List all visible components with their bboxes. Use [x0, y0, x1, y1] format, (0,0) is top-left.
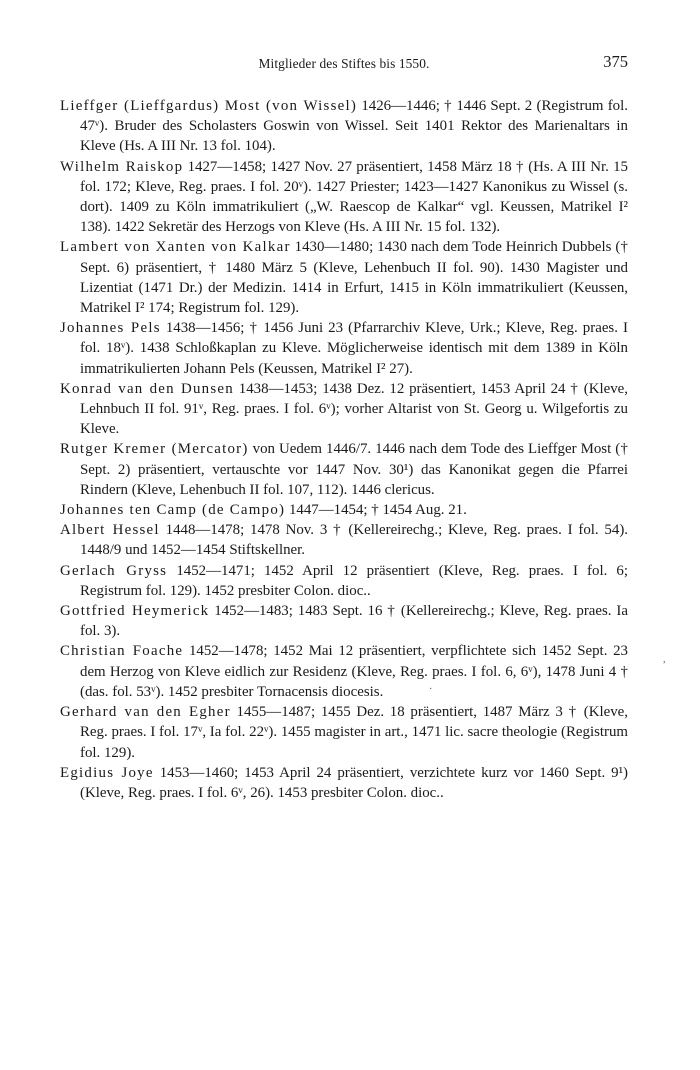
- margin-speck: ·: [429, 684, 433, 695]
- member-details: 1452—1483; 1483 Sept. 16 † (Kellereirechg.; Kleve, Reg. praes. Ia fol. 3).: [80, 603, 628, 640]
- member-entry-gerlach-gryss: [60, 561, 628, 601]
- member-entry-rutger-kremer: [60, 439, 628, 500]
- member-name: Wilhelm Raiskop: [60, 158, 184, 175]
- member-name: Lambert von Xanten von Kalkar: [60, 239, 291, 256]
- member-name: Egidius Joye: [60, 764, 154, 781]
- member-details: 1426—1446; † 1446 Sept. 2 (Registrum fol. 47ᵛ). Bruder des Scholasters Goswin von Wissel. Seit 1401 Rektor des Marienaltars in Kleve (Hs. A III Nr. 13 fol. 104).: [80, 98, 628, 155]
- member-name: Rutger Kremer (Mercator): [60, 441, 249, 458]
- member-entry-konrad-van-den-dunsen: [60, 379, 628, 440]
- member-entry-egidius-joye: [60, 763, 628, 803]
- member-details: 1438—1456; † 1456 Juni 23 (Pfarrarchiv Kleve, Urk.; Kleve, Reg. praes. I fol. 18ᵛ). 1438 Schloßkaplan zu Kleve. Möglicherweise identisch mit dem 1389 in Köln immatrikulierten Johann Pels (Keussen, Matrikel I² 27).: [80, 320, 628, 377]
- member-details: 1427—1458; 1427 Nov. 27 präsentiert, 1458 März 18 † (Hs. A III Nr. 15 fol. 172; Kleve, Reg. praes. I fol. 20ᵛ). 1427 Priester; 1423—1427 Kanonikus zu Wissel (s. dort). 1409 zu Köln immatrikuliert („W. Raescop de Kalkar“ vgl. Keussen, Matrikel I² 138). 1422 Sekretär des Herzogs von Kleve (Hs. A III Nr. 15 fol. 132).: [80, 158, 628, 236]
- member-name: Johannes ten Camp (de Campo): [60, 502, 286, 519]
- member-name: Konrad van den Dunsen: [60, 380, 234, 397]
- member-details: 1448—1478; 1478 Nov. 3 † (Kellereirechg.; Kleve, Reg. praes. I fol. 54). 1448/9 und 1452—1454 Stiftskellner.: [80, 522, 629, 559]
- member-details: von Uedem 1446/7. 1446 nach dem Tode des Lieffger Most († Sept. 2) präsentiert, vertauschte vor 1447 Nov. 30¹) das Kanonikat gegen die Pfarrei Rindern (Kleve, Lehenbuch II fol. 107, 112). 1446 clericus.: [80, 441, 628, 498]
- page-header: [60, 52, 628, 76]
- member-entry-lambert-von-xanten: [60, 237, 628, 318]
- member-details: 1452—1478; 1452 Mai 12 präsentiert, verpflichtete sich 1452 Sept. 23 dem Herzog von Kleve eidlich zur Residenz (Kleve, Reg. praes. I fol. 6, 6ᵛ), 1478 Juni 4 † (das. fol. 53ᵛ). 1452 presbiter Tornacensis diocesis.: [80, 643, 628, 700]
- member-entry-lieffger-most: [60, 96, 628, 157]
- member-name: Gottfried Heymerick: [60, 603, 210, 620]
- member-name: Gerlach Gryss: [60, 562, 168, 579]
- member-entry-johannes-pels: [60, 318, 628, 379]
- margin-speck: ,: [663, 654, 666, 665]
- member-list: [60, 96, 628, 803]
- running-title: Mitglieder des Stiftes bis 1550.: [258, 56, 430, 71]
- member-entry-albert-hessel: [60, 520, 628, 560]
- member-name: Christian Foache: [60, 643, 184, 660]
- member-entry-gottfried-heymerick: [60, 601, 628, 641]
- member-details: 1430—1480; 1430 nach dem Tode Heinrich Dubbels († Sept. 6) präsentiert, † 1480 März 5 (Kleve, Lehenbuch II fol. 90). 1430 Magister und Lizentiat (1471 Dr.) der Medizin. 1414 in Erfurt, 1415 in Köln immatrikuliert (Keussen, Matrikel I² 174; Registrum fol. 129).: [80, 239, 628, 317]
- member-entry-johannes-ten-camp: [60, 500, 628, 520]
- page-number: 375: [603, 52, 628, 71]
- member-details: 1453—1460; 1453 April 24 präsentiert, verzichtete kurz vor 1460 Sept. 9¹) (Kleve, Reg. praes. I fol. 6ᵛ, 26). 1453 presbiter Colon. dioc..: [80, 764, 628, 801]
- member-details: 1455—1487; 1455 Dez. 18 präsentiert, 1487 März 3 † (Kleve, Reg. praes. I fol. 17ᵛ, Ia fol. 22ᵛ). 1455 magister in art., 1471 lic. sacre theologie (Registrum fol. 129).: [80, 704, 628, 761]
- member-entry-christian-foache: [60, 641, 628, 702]
- member-entry-gerhard-van-den-egher: [60, 702, 628, 763]
- member-details: 1447—1454; † 1454 Aug. 21.: [285, 502, 467, 519]
- member-name: Lieffger (Lieffgardus) Most (von Wissel): [60, 98, 358, 114]
- member-name: Albert Hessel: [60, 522, 160, 539]
- member-details: 1438—1453; 1438 Dez. 12 präsentiert, 1453 April 24 † (Kleve, Lehnbuch II fol. 91ᵛ, Reg. praes. I fol. 6ᵛ); vorher Altarist von St. Georg u. Wilgefortis zu Kleve.: [80, 380, 628, 438]
- member-entry-wilhelm-raiskop: [60, 157, 628, 238]
- member-name: Gerhard van den Egher: [60, 704, 231, 721]
- member-details: 1452—1471; 1452 April 12 präsentiert (Kleve, Reg. praes. I fol. 6; Registrum fol. 129). 1452 presbiter Colon. dioc..: [80, 562, 628, 599]
- member-name: Johannes Pels: [60, 320, 161, 337]
